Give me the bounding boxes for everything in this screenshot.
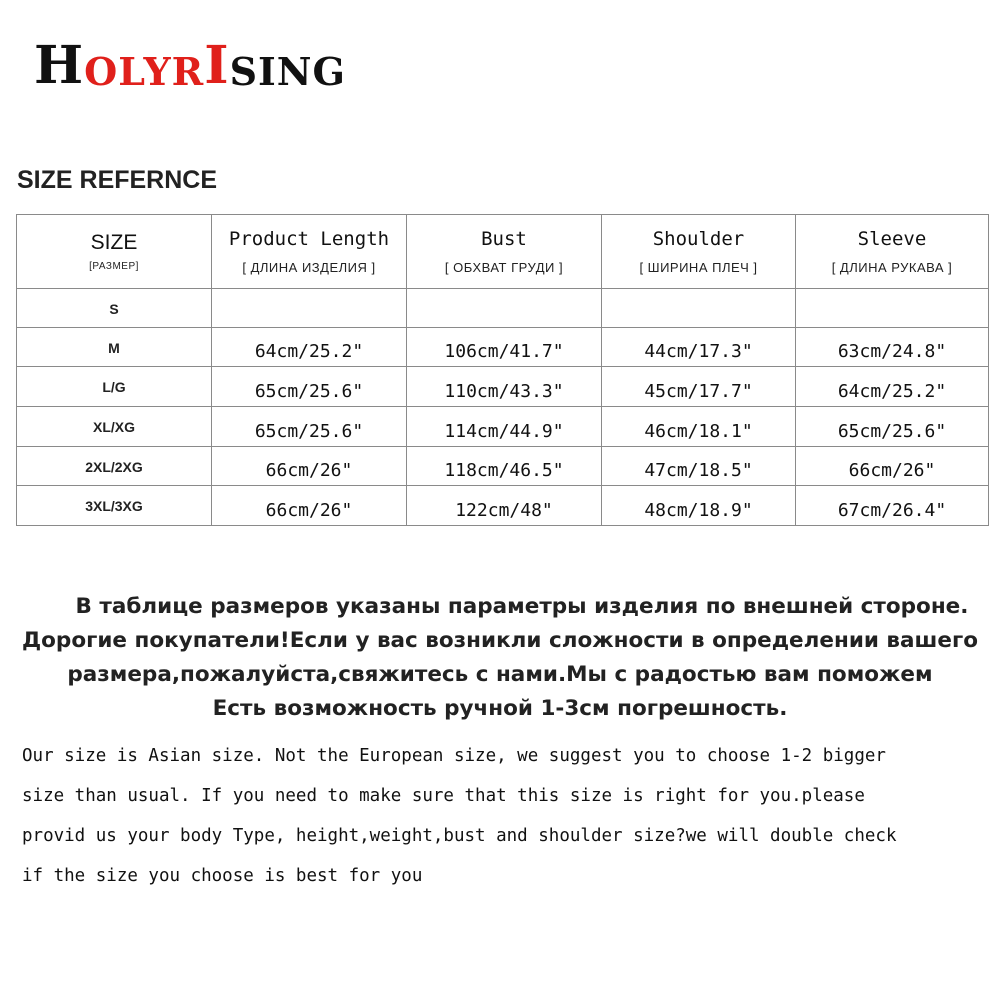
table-row — [17, 327, 989, 367]
russian-notice-line: В таблице размеров указаны параметры изделия по внешней стороне. — [75, 594, 969, 619]
size-cell: S — [17, 289, 212, 328]
header-shoulder-sub: [ ШИРИНА ПЛЕЧ ] — [639, 260, 758, 276]
english-notice-line: Our size is Asian size. Not the European size, we suggest you to choose 1-2 bigger — [22, 746, 886, 766]
length-cell: 64cm/25.2" — [212, 327, 407, 367]
length-cell: 65cm/25.6" — [212, 407, 407, 447]
header-length — [212, 215, 407, 289]
shoulder-cell: 48cm/18.9" — [602, 486, 796, 526]
sleeve-cell: 63cm/24.8" — [796, 327, 989, 367]
brand-logo — [34, 35, 346, 96]
header-shoulder — [602, 215, 796, 289]
size-cell: L/G — [17, 367, 212, 407]
header-sleeve-label: Sleeve — [857, 228, 927, 251]
header-size-sub: [РАЗМЕР] — [89, 261, 139, 273]
russian-notice — [0, 590, 1000, 726]
bust-cell: 110cm/43.3" — [407, 367, 602, 407]
shoulder-cell: 46cm/18.1" — [602, 407, 796, 447]
bust-cell — [407, 289, 602, 328]
size-cell: XL/XG — [17, 407, 212, 447]
table-row — [17, 367, 989, 407]
length-cell: 66cm/26" — [212, 486, 407, 526]
english-notice-line: size than usual. If you need to make sure that this size is right for you.please — [22, 786, 865, 806]
header-size — [17, 215, 212, 289]
english-notice-line: provid us your body Type, height,weight,bust and shoulder size?we will double check — [22, 826, 897, 846]
size-cell: M — [17, 327, 212, 367]
section-title: SIZE REFERNCE — [17, 166, 218, 194]
header-bust-sub: [ ОБХВАТ ГРУДИ ] — [444, 260, 564, 276]
sleeve-cell — [796, 289, 989, 328]
bust-cell: 122cm/48" — [407, 486, 602, 526]
bust-cell: 114cm/44.9" — [407, 407, 602, 447]
shoulder-cell: 47cm/18.5" — [602, 446, 796, 486]
size-cell: 3XL/3XG — [17, 486, 212, 526]
header-bust — [407, 215, 602, 289]
length-cell: 66cm/26" — [212, 446, 407, 486]
shoulder-cell — [602, 289, 796, 328]
sleeve-cell: 64cm/25.2" — [796, 367, 989, 407]
table-row — [17, 289, 989, 328]
header-sleeve-sub: [ ДЛИНА РУКАВА ] — [831, 260, 953, 276]
bust-cell: 118cm/46.5" — [407, 446, 602, 486]
table-header-row — [17, 215, 989, 289]
sleeve-cell: 66cm/26" — [796, 446, 989, 486]
shoulder-cell: 44cm/17.3" — [602, 327, 796, 367]
length-cell — [212, 289, 407, 328]
russian-notice-line: Дорогие покупатели!Если у вас возникли сложности в определении вашего — [22, 628, 978, 653]
header-length-sub: [ ДЛИНА ИЗДЕЛИЯ ] — [242, 260, 376, 276]
english-notice-line: if the size you choose is best for you — [22, 866, 423, 886]
header-bust-label: Bust — [481, 228, 527, 251]
size-chart-table — [16, 214, 989, 526]
header-length-label: Product Length — [228, 228, 390, 251]
header-shoulder-label: Shoulder — [652, 228, 745, 251]
russian-notice-line: Есть возможность ручной 1-3см погрешность. — [212, 696, 788, 721]
header-size-label: SIZE — [90, 231, 138, 255]
size-cell: 2XL/2XG — [17, 446, 212, 486]
sleeve-cell: 67cm/26.4" — [796, 486, 989, 526]
logo-part-olyr: OLYR — [84, 49, 205, 94]
table-row — [17, 486, 989, 526]
russian-notice-line: размера,пожалуйста,свяжитесь с нами.Мы с радостью вам поможем — [67, 662, 933, 687]
sleeve-cell: 65cm/25.6" — [796, 407, 989, 447]
logo-letter-i: I — [204, 35, 230, 96]
logo-letter-h: H — [34, 35, 85, 96]
english-notice — [22, 736, 982, 896]
table-row — [17, 446, 989, 486]
table-row — [17, 407, 989, 447]
header-sleeve — [796, 215, 989, 289]
logo-part-sing: SING — [229, 49, 346, 94]
length-cell: 65cm/25.6" — [212, 367, 407, 407]
shoulder-cell: 45cm/17.7" — [602, 367, 796, 407]
bust-cell: 106cm/41.7" — [407, 327, 602, 367]
